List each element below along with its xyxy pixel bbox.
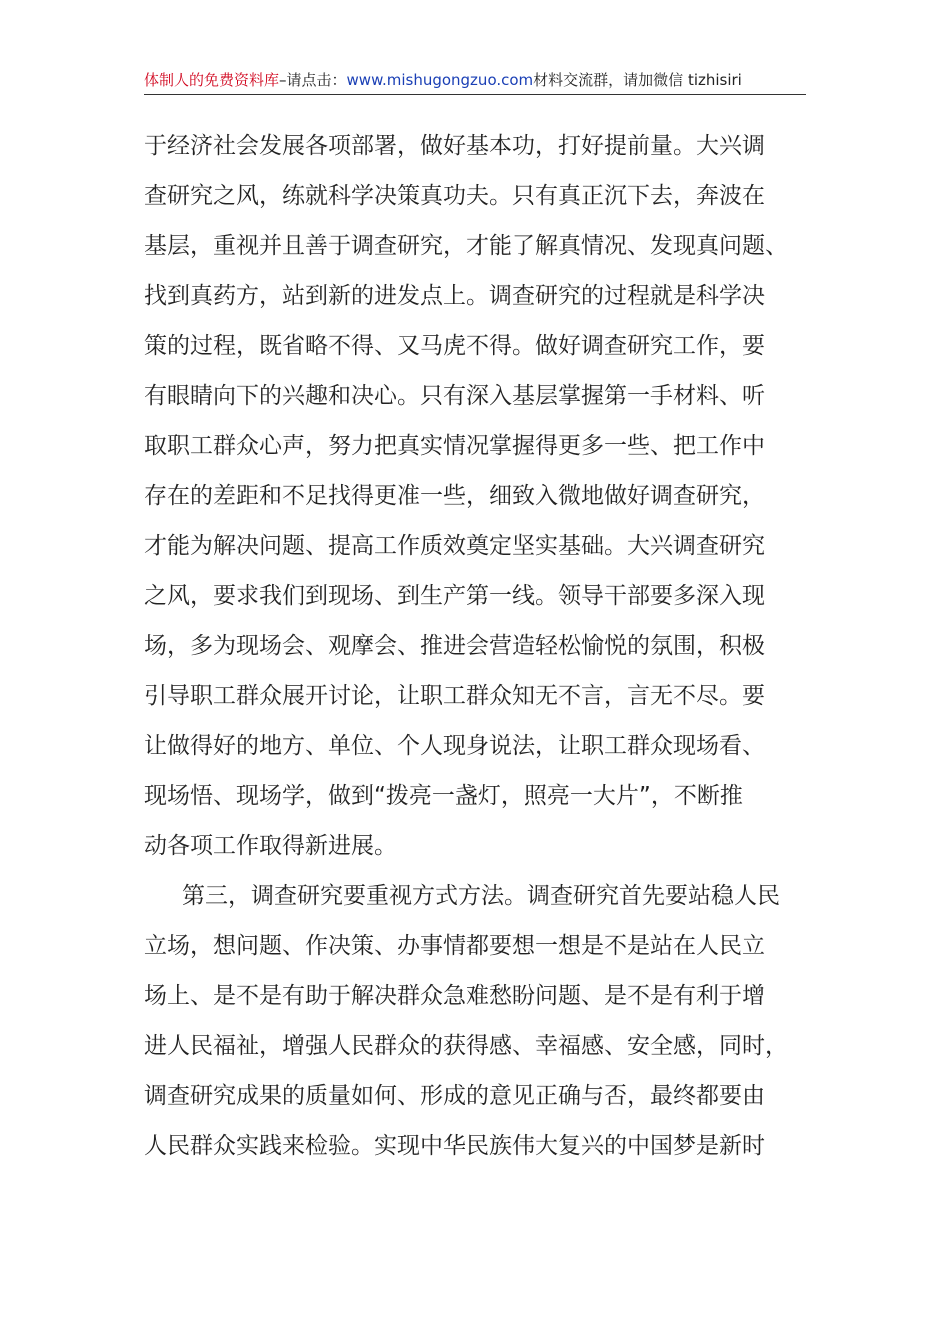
paragraph-start-line: 第三，调查研究要重视方式方法。调查研究首先要站稳人民	[182, 883, 780, 909]
text-line: 现场悟、现场学，做到“拨亮一盏灯，照亮一大片”，不断推	[144, 783, 743, 809]
header-url-link[interactable]: www.mishugongzuo.com	[346, 71, 534, 89]
text-line: 让做得好的地方、单位、个人现身说法，让职工群众现场看、	[144, 733, 765, 759]
header-site-name: 体制人的免费资料库	[144, 71, 280, 89]
text-line: 立场，想问题、作决策、办事情都要想一想是不是站在人民立	[144, 933, 765, 959]
text-line: 于经济社会发展各项部署，做好基本功，打好提前量。大兴调	[144, 133, 765, 159]
document-body	[144, 121, 814, 1171]
page-header	[144, 70, 806, 95]
text-line: 查研究之风，练就科学决策真功夫。只有真正沉下去，奔波在	[144, 183, 765, 209]
text-line: 动各项工作取得新进展。	[144, 833, 397, 859]
text-line: 引导职工群众展开讨论，让职工群众知无不言，言无不尽。要	[144, 683, 765, 709]
text-line: 才能为解决问题、提高工作质效奠定坚实基础。大兴调查研究	[144, 533, 765, 559]
text-line: 之风，要求我们到现场、到生产第一线。领导干部要多深入现	[144, 583, 765, 609]
text-line: 策的过程，既省略不得、又马虎不得。做好调查研究工作，要	[144, 333, 765, 359]
text-line: 存在的差距和不足找得更准一些，细致入微地做好调查研究，	[144, 483, 765, 509]
text-line: 人民群众实践来检验。实现中华民族伟大复兴的中国梦是新时	[144, 1133, 765, 1159]
text-line: 找到真药方，站到新的进发点上。调查研究的过程就是科学决	[144, 283, 765, 309]
header-contact: 材料交流群，请加微信 tizhisiri	[533, 71, 742, 89]
text-line: 基层，重视并且善于调查研究，才能了解真情况、发现真问题、	[144, 233, 788, 259]
text-line: 场上、是不是有助于解决群众急难愁盼问题、是不是有利于增	[144, 983, 765, 1009]
text-line: 场，多为现场会、观摩会、推进会营造轻松愉悦的氛围，积极	[144, 633, 765, 659]
text-line: 进人民福祉，增强人民群众的获得感、幸福感、安全感，同时，	[144, 1033, 788, 1059]
text-line: 调查研究成果的质量如何、形成的意见正确与否，最终都要由	[144, 1083, 765, 1109]
text-line: 取职工群众心声，努力把真实情况掌握得更多一些、把工作中	[144, 433, 765, 459]
text-line: 有眼睛向下的兴趣和决心。只有深入基层掌握第一手材料、听	[144, 383, 765, 409]
header-prompt: –请点击：	[279, 71, 347, 89]
